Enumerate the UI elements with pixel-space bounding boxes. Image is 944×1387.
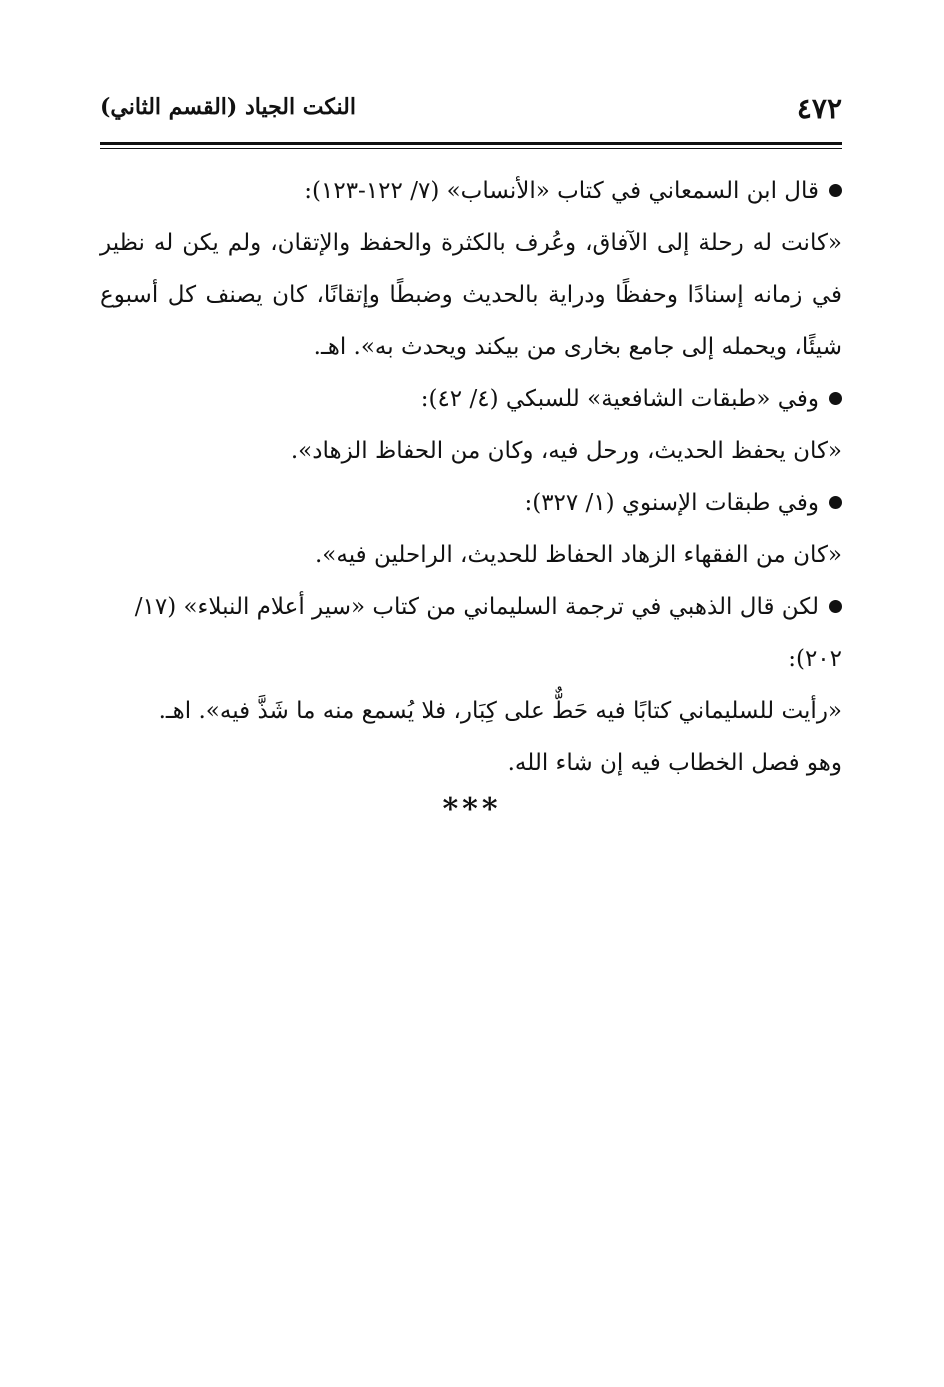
bullet-icon (829, 184, 842, 197)
bullet-icon (829, 600, 842, 613)
paragraph-bullet (100, 477, 842, 529)
bullet-icon (829, 496, 842, 509)
paragraph-bullet (100, 165, 842, 217)
quote-paragraph: «كان من الفقهاء الزهاد الحفاظ للحديث، الراحلين فيه». (314, 542, 842, 568)
page-body (100, 165, 842, 789)
header-rule-thick (100, 142, 842, 145)
paragraph-bullet (100, 373, 842, 425)
page-header (100, 88, 842, 132)
header-rule-thin (100, 148, 842, 149)
quote-paragraph: «كان يحفظ الحديث، ورحل فيه، وكان من الحفاظ الزهاد». (290, 438, 842, 464)
quote-paragraph: «كانت له رحلة إلى الآفاق، وعُرف بالكثرة والحفظ والإتقان، ولم يكن له نظير في زمانه إسنادًا وحفظًا ودراية بالحديث وضبطًا وإتقانًا، كان يصنف كل أسبوع شيئًا، ويحمله إلى جامع بخارى من بيكند ويحدث به». اهـ. (100, 230, 842, 360)
section-separator: *** (442, 792, 502, 827)
paragraph-bullet (100, 581, 842, 685)
running-title: النكت الجياد (القسم الثاني) (100, 94, 356, 120)
page-number: ٤٧٢ (796, 92, 842, 125)
paragraph-text: قال ابن السمعاني في كتاب «الأنساب» (٧/ ١٢٢-١٢٣): (304, 178, 819, 204)
paragraph-text: وفي طبقات الإسنوي (١/ ٣٢٧): (524, 490, 819, 516)
quote-paragraph: «رأيت للسليماني كتابًا فيه حَطٌّ على كِبَار، فلا يُسمع منه ما شَذَّ فيه». اهـ. (158, 698, 842, 724)
closing-paragraph: وهو فصل الخطاب فيه إن شاء الله. (507, 750, 842, 776)
paragraph-text: لكن قال الذهبي في ترجمة السليماني من كتاب «سير أعلام النبلاء» (١٧/ ٢٠٢): (134, 594, 842, 672)
bullet-icon (829, 392, 842, 405)
paragraph-text: وفي «طبقات الشافعية» للسبكي (٤/ ٤٢): (420, 386, 819, 412)
